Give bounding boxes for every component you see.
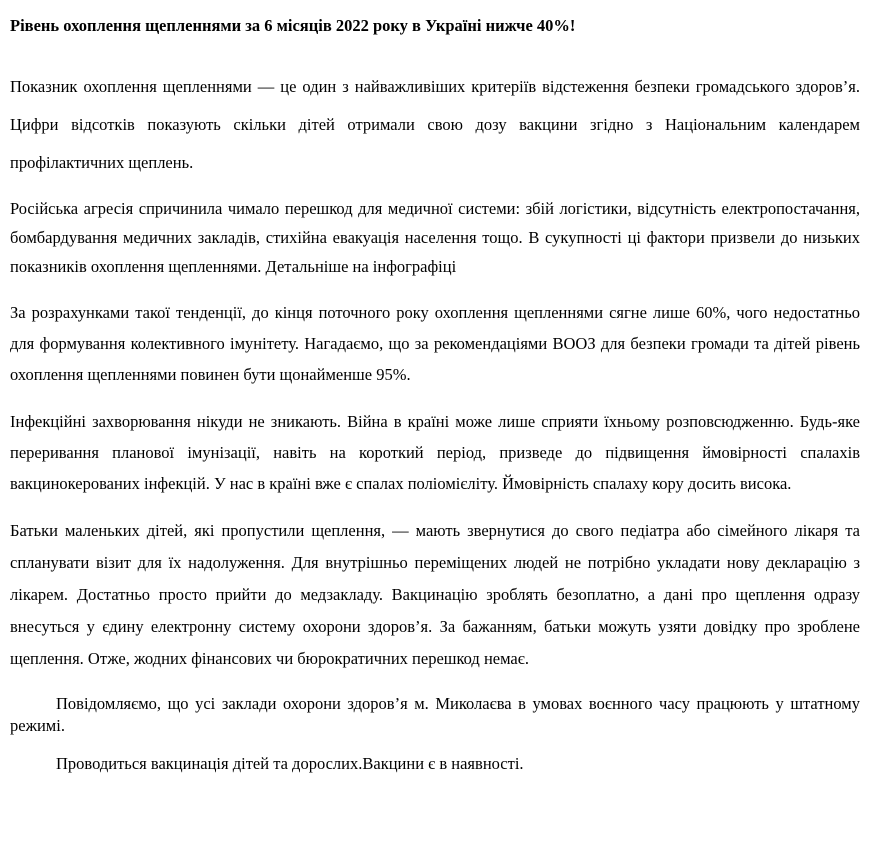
paragraph-russian-aggression: Російська агресія спричинила чимало перешкод для медичної системи: збій логістики, відсутність електропостачання, бомбардування медичних закладів, стихійна евакуація населення тощо. В сукупності ці фактори призвели до низьких показників охоплення щепленнями. Детальніше на інфографіці — [10, 199, 860, 276]
paragraph-infectious-diseases: Інфекційні захворювання нікуди не зникають. Війна в країні може лише сприяти їхньому розповсюдженню. Будь-яке переривання планової імунізації, навіть на короткий період, призведе до підвищення ймовірності спалахів вакцинокерованих інфекцій. У нас в країні вже є спалах поліомієліту. Ймовірність спалаху кору досить висока. — [10, 412, 860, 493]
paragraph-vaccines-available: Проводиться вакцинація дітей та дорослих.Вакцини є в наявності. — [56, 754, 524, 773]
paragraph-vaccination-coverage: Показник охоплення щепленнями — це один з найважливіших критеріїв відстеження безпеки громадського здоров’я. Цифри відсотків показують скільки дітей отримали свою дозу вакцини згідно з Національним календарем профілактичних щеплень. — [10, 77, 860, 172]
paragraph-parents-advice: Батьки маленьких дітей, які пропустили щеплення, — мають звернутися до свого педіатра або сімейного лікаря та спланувати візит для їх надолуження. Для внутрішньо переміщених людей не потрібно укладати нову декларацію з лікарем. Достатньо просто прийти до медзакладу. Вакцинацію зроблять безоплатно, а дані про щеплення одразу внесуться у єдину електронну систему охорони здоров’я. За бажанням, батьки можуть узяти довідку про зроблене щеплення. Отже, жодних фінансових чи бюрократичних перешкод немає. — [10, 521, 860, 668]
paragraph-forecast: За розрахунками такої тенденції, до кінця поточного року охоплення щепленнями сягне лише 60%, чого недостатньо для формування колективного імунітету. Нагадаємо, що за рекомендаціями ВООЗ для безпеки громади та дітей рівень охоплення щепленнями повинен бути щонайменше 95%. — [10, 303, 860, 384]
paragraph-mykolaiv-facilities: Повідомляємо, що усі заклади охорони здоров’я м. Миколаєва в умовах воєнного часу працюють у штатному режимі. — [10, 694, 860, 735]
document-page — [10, 14, 860, 775]
document-title: Рівень охоплення щепленнями за 6 місяців 2022 року в Україні нижче 40%! — [10, 16, 576, 35]
